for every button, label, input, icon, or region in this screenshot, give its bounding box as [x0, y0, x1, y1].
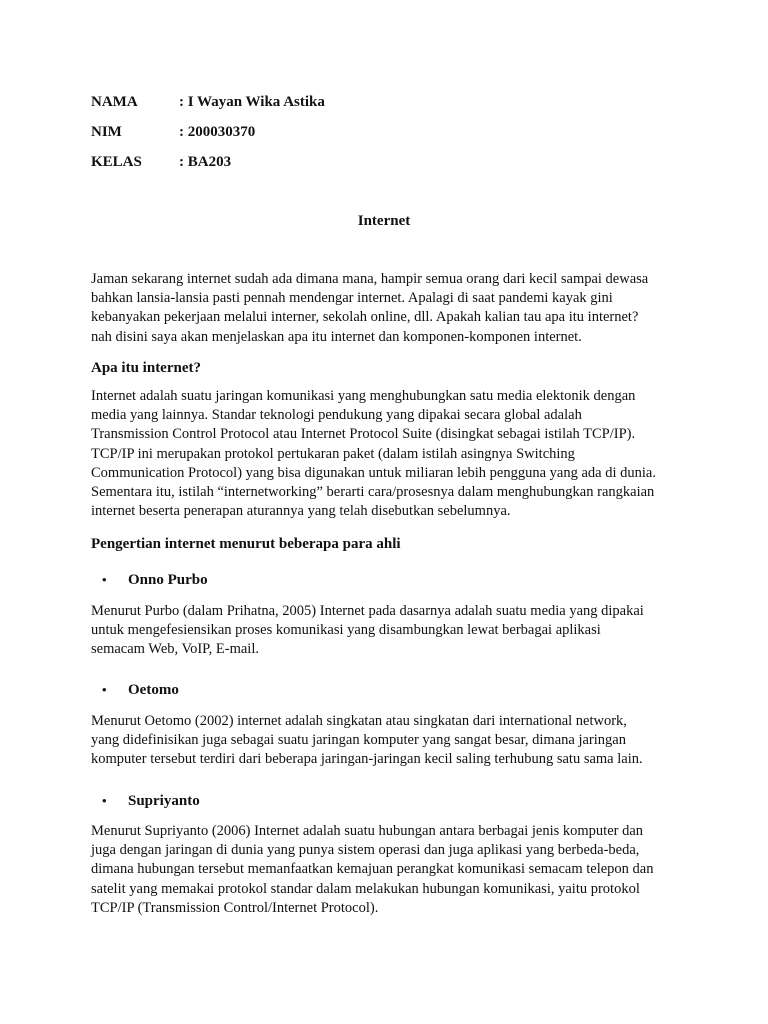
- nama-value: : I Wayan Wika Astika: [179, 94, 325, 110]
- section1-line: Communication Protocol) yang bisa digunakan untuk miliaran lebih pengguna yang ada di dunia.: [91, 464, 656, 481]
- expert-name: Oetomo: [128, 682, 179, 698]
- bullet-item-supriyanto: [102, 792, 200, 810]
- intro-line: bahkan lansia-lansia pasti pennah mendengar internet. Apalagi di saat pandemi kayak gini: [91, 290, 613, 307]
- bullet-icon: •: [102, 793, 107, 808]
- expert-line: satelit yang memakai protokol standar dalam melakukan hubungan komunikasi, yaitu protokol: [91, 880, 640, 897]
- info-row-nama: [91, 93, 325, 111]
- expert-line: Menurut Purbo (dalam Prihatna, 2005) Internet pada dasarnya adalah suatu media yang dipakai: [91, 603, 644, 619]
- nama-label: NAMA: [91, 94, 138, 110]
- expert-line: yang didefinisikan juga sebagai suatu jaringan komputer yang sangat besar, dimana jaringan: [91, 732, 626, 749]
- section1-line: media yang lainnya. Standar teknologi pendukung yang dipakai secara global adalah: [91, 407, 582, 424]
- expert-paragraph-onno-purbo: [91, 602, 644, 660]
- expert-line: Menurut Supriyanto (2006) Internet adalah suatu hubungan antara berbagai jenis komputer dan: [91, 823, 644, 839]
- intro-line: Jaman sekarang internet sudah ada dimana mana, hampir semua orang dari kecil sampai dewasa: [91, 271, 649, 287]
- expert-line: untuk mengefesiensikan proses komunikasi yang disambungkan lewat berbagai aplikasi: [91, 622, 601, 639]
- intro-line: kebanyakan pekerjaan melalui interner, sekolah online, dll. Apakah kalian tau apa itu internet?: [91, 309, 639, 326]
- nim-label: NIM: [91, 124, 122, 140]
- intro-line: nah disini saya akan menjelaskan apa itu internet dan komponen-komponen internet.: [91, 328, 582, 345]
- bullet-icon: •: [102, 572, 107, 587]
- expert-paragraph-supriyanto: [91, 822, 653, 918]
- nim-value: : 200030370: [179, 124, 256, 140]
- section1-line: Transmission Control Protocol atau Internet Protocol Suite (disingkat sebagai istilah TCP/IP).: [91, 426, 636, 443]
- expert-line: juga dengan jaringan di dunia yang punya sistem operasi dan juga aplikasi yang berbeda-beda,: [91, 842, 640, 859]
- expert-name: Onno Purbo: [128, 572, 208, 588]
- section1-line: Internet adalah suatu jaringan komunikasi yang menghubungkan satu media elektonik dengan: [91, 388, 636, 404]
- bullet-icon: •: [102, 682, 107, 697]
- info-row-kelas: [91, 153, 231, 171]
- intro-paragraph: [91, 270, 648, 347]
- section1-line: Sementara itu, istilah “internetworking” berarti cara/prosesnya dalam menghubungkan rangkaian: [91, 484, 655, 501]
- expert-line: dimana hubungan tersebut memanfaatkan kemajuan perangkat komunikasi semacam telepon dan: [91, 861, 654, 878]
- section1-paragraph: [91, 387, 656, 521]
- bullet-item-oetomo: [102, 681, 179, 699]
- section1-line: TCP/IP ini merupakan protokol pertukaran paket (dalam istilah asingnya Switching: [91, 445, 575, 462]
- expert-paragraph-oetomo: [91, 712, 643, 770]
- expert-line: komputer tersebut terdiri dari beberapa jaringan-jaringan kecil saling terhubung satu sama lain.: [91, 751, 643, 768]
- expert-line: semacam Web, VoIP, E-mail.: [91, 641, 259, 658]
- info-row-nim: [91, 123, 255, 141]
- document-title: Internet: [357, 213, 411, 229]
- section-heading-pengertian: Pengertian internet menurut beberapa para ahli: [91, 536, 401, 552]
- section1-line: internet beserta penerapan aturannya yang telah disebutkan sebelumnya.: [91, 503, 511, 520]
- expert-name: Supriyanto: [128, 793, 200, 809]
- expert-line: TCP/IP (Transmission Control/Internet Protocol).: [91, 899, 379, 916]
- section-heading-apa-itu-internet: Apa itu internet?: [91, 360, 201, 376]
- bullet-item-onno-purbo: [102, 571, 208, 589]
- kelas-label: KELAS: [91, 154, 142, 170]
- kelas-value: : BA203: [179, 154, 232, 170]
- expert-line: Menurut Oetomo (2002) internet adalah singkatan atau singkatan dari international network,: [91, 713, 627, 729]
